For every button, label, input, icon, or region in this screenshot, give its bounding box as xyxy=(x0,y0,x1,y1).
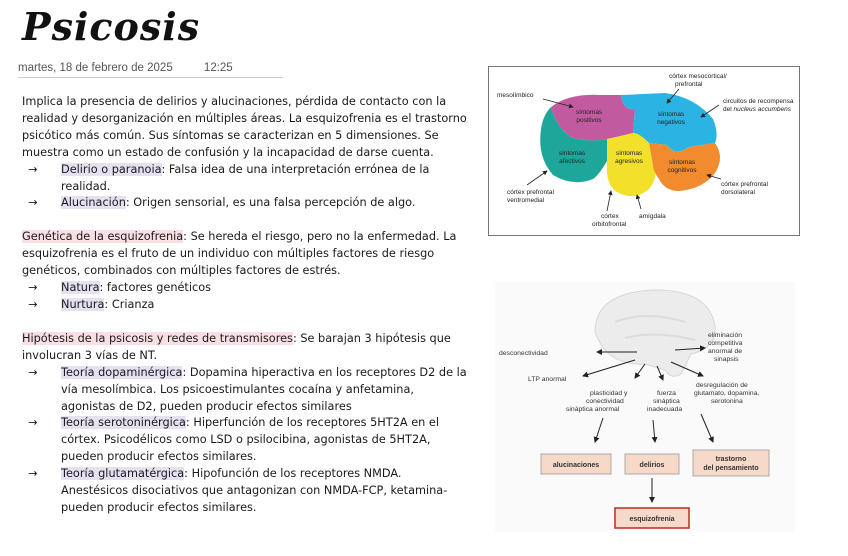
piece-label: síntomas xyxy=(615,150,643,157)
svg-text:sinapsis: sinapsis xyxy=(714,356,739,363)
svg-text:sináptica: sináptica xyxy=(653,398,680,405)
piece-label: cognitivos xyxy=(667,167,697,174)
svg-text:inadecuada: inadecuada xyxy=(647,406,683,413)
svg-text:conectividad: conectividad xyxy=(586,398,624,405)
note-date: martes, 18 de febrero de 2025 xyxy=(18,62,173,74)
svg-text:dorsolateral: dorsolateral xyxy=(721,189,755,196)
svg-text:orbitofrontal: orbitofrontal xyxy=(592,221,627,228)
svg-text:fuerza: fuerza xyxy=(657,390,676,397)
list-item: → Teoría glutamatérgica: Hipofunción de los receptores NMDA. Anestésicos disociativos que antagonizan con NMDA-FCP, ketamina- pueden producir efectos similares. xyxy=(22,466,470,517)
arrow-icon: → xyxy=(28,365,38,379)
svg-text:amígdala: amígdala xyxy=(639,213,666,220)
svg-text:desregulación de: desregulación de xyxy=(696,382,748,389)
section-heading: Hipótesis de la psicosis y redes de transmisores xyxy=(22,331,293,345)
piece-label: negativos xyxy=(657,119,685,126)
svg-text:competitiva: competitiva xyxy=(708,340,743,347)
svg-text:prefrontal: prefrontal xyxy=(675,81,703,88)
svg-text:eliminación: eliminación xyxy=(708,332,743,339)
list-item xyxy=(22,195,470,212)
list-item: → Teoría serotoninérgica: Hiperfunción de los receptores 5HT2A en el córtex. Psicodélicos como LSD o psilocibina, agonistas de 5HT2A, pueden producir efectos similares. xyxy=(22,415,470,466)
bullet-desc: : Origen sensorial, es una falsa percepción de algo. xyxy=(125,196,416,210)
svg-text:anormal de: anormal de xyxy=(708,348,743,355)
pathophysiology-diagram[interactable] xyxy=(495,282,795,532)
hypotheses-paragraph: Hipótesis de la psicosis y redes de transmisores: Se barajan 3 hipótesis que involucran 3 vías de NT. xyxy=(22,331,451,362)
intro-paragraph: Implica la presencia de delirios y alucinaciones, pérdida de contacto con la realidad y desorganización en múltiples áreas. La esquizofrenia es el trastorno psicótico más común. Sus síntomas se caracterizan en 5 dimensiones. Se muestra como un estado de confusión y la incapacidad de darse cuenta. xyxy=(22,95,467,159)
arrow-icon: → xyxy=(28,297,38,311)
section-heading: Genética de la esquizofrenia xyxy=(22,230,184,244)
bullet-term: Delirio o paranoia xyxy=(61,162,162,176)
list-item: → Nurtura: Crianza xyxy=(22,297,470,314)
svg-text:ventromedial: ventromedial xyxy=(507,197,545,204)
node-desconectividad: desconectividad xyxy=(499,350,548,357)
brain-silhouette xyxy=(595,290,715,376)
svg-text:córtex mesocortical/: córtex mesocortical/ xyxy=(669,73,727,80)
note-timestamp xyxy=(18,62,283,78)
piece-label: síntomas xyxy=(575,109,603,116)
svg-text:trastorno: trastorno xyxy=(715,456,747,463)
genetics-paragraph: Genética de la esquizofrenia: Se hereda el riesgo, pero no la enfermedad. La esquizofrenia es el fruto de un individuo con múltiples factores de riesgo genéticos, combinados con múltiples factores de estrés. xyxy=(22,230,457,278)
svg-text:córtex prefrontal: córtex prefrontal xyxy=(721,181,768,188)
svg-text:plasticidad y: plasticidad y xyxy=(590,390,628,397)
list-item: → Teoría dopaminérgica: Dopamina hiperactiva en los receptores D2 de la vía mesolímbica. Los psicoestimulantes cocaína y anfetamina, agonistas de D2, pueden producir efectos similares xyxy=(22,365,470,416)
arrow-icon: → xyxy=(28,196,38,210)
svg-text:glutamato, dopamina,: glutamato, dopamina, xyxy=(694,390,760,397)
note-body[interactable] xyxy=(22,94,470,517)
piece-label: positivos xyxy=(576,117,602,124)
label-mesolimbico: mesolímbico xyxy=(497,92,534,99)
bullet-term: Alucinación xyxy=(61,196,126,210)
bullet-desc: : Falsa idea de una interpretación errónea de la realidad. xyxy=(61,162,430,193)
svg-text:esquizofrenia: esquizofrenia xyxy=(629,516,675,523)
bullet-term: Teoría dopaminérgica xyxy=(61,365,183,379)
piece-label: síntomas xyxy=(657,111,685,118)
svg-text:alucinaciones: alucinaciones xyxy=(552,462,600,469)
symptom-dimensions-figure[interactable] xyxy=(488,66,800,236)
note-time: 12:25 xyxy=(203,62,233,74)
bullet-term: Teoría glutamatérgica xyxy=(61,467,185,481)
svg-text:del pensamiento: del pensamiento xyxy=(703,465,759,472)
svg-text:del nucleus accumbens: del nucleus accumbens xyxy=(723,106,791,113)
bullet-term: Natura xyxy=(61,281,100,295)
arrow-icon: → xyxy=(28,467,38,481)
svg-text:córtex prefrontal: córtex prefrontal xyxy=(507,189,554,196)
list-item: → Natura: factores genéticos xyxy=(22,280,470,297)
page-title: Psicosis xyxy=(22,4,201,49)
piece-label: síntomas xyxy=(668,159,696,166)
piece-label: síntomas xyxy=(558,150,586,157)
arrow-icon: → xyxy=(28,281,38,295)
bullet-term: Nurtura xyxy=(61,297,105,311)
svg-text:córtex: córtex xyxy=(601,213,619,220)
arrow-icon: → xyxy=(28,162,38,176)
svg-text:serotonina: serotonina xyxy=(711,398,743,405)
box-trastorno xyxy=(693,450,769,476)
node-ltp: LTP anormal xyxy=(528,376,567,383)
svg-text:circuitos de recompensa: circuitos de recompensa xyxy=(723,98,794,105)
piece-label: agresivos xyxy=(615,158,643,165)
list-item xyxy=(22,162,470,196)
piece-label: afectivos xyxy=(559,158,585,165)
svg-text:sináptica anormal: sináptica anormal xyxy=(566,406,620,413)
bullet-term: Teoría serotoninérgica xyxy=(61,416,186,430)
arrow-icon: → xyxy=(28,416,38,430)
svg-text:delirios: delirios xyxy=(639,462,665,469)
